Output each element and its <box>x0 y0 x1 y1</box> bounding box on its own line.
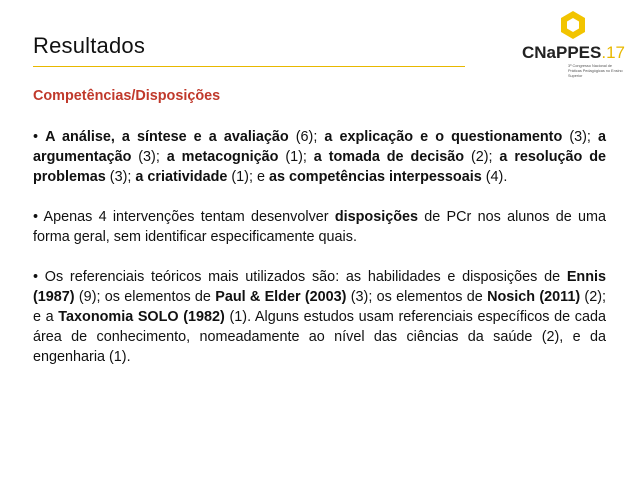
bold-text: Ennis (1987) <box>33 269 606 305</box>
text: • <box>33 129 46 145</box>
bold-text: disposições <box>334 209 419 225</box>
paragraph-references <box>33 267 606 367</box>
bold-text: a argumentação <box>33 129 607 165</box>
text: (3); os elementos de <box>346 289 488 305</box>
text: (1); <box>278 149 314 165</box>
text: (4). <box>481 169 508 185</box>
bold-text: as competências interpessoais <box>268 169 482 185</box>
bold-text: a resolução de problemas <box>33 149 606 185</box>
logo-wordmark <box>522 43 625 63</box>
cnappes-logo <box>522 10 626 90</box>
paragraph-dispositions <box>33 207 606 247</box>
text: • Apenas 4 intervenções tentam desenvolver <box>33 209 335 225</box>
logo-name: CNaPPES <box>522 43 602 62</box>
text: • Os referenciais teóricos mais utilizados são: as habilidades e disposições de <box>33 269 567 285</box>
text: (2); <box>464 149 500 165</box>
text: (3); <box>105 169 136 185</box>
bold-text: Taxonomia SOLO (1982) <box>58 309 225 325</box>
slide-title: Resultados <box>33 33 146 58</box>
slide-content <box>33 86 606 387</box>
hexagon-logo-icon <box>558 10 588 40</box>
text: (9); os elementos de <box>74 289 216 305</box>
text: (3); <box>131 149 167 165</box>
bold-text: Nosich (2011) <box>487 289 581 305</box>
text: (1). Alguns estudos usam referenciais específicos de cada área de conhecimento, nomeadamente ao nível das ciências da saúde (2), e da engenharia (1). <box>33 309 606 365</box>
text: (6); <box>288 129 325 145</box>
section-heading: Competências/Disposições <box>33 88 221 104</box>
text: (2); e a <box>33 289 607 325</box>
text: (1); e <box>227 169 269 185</box>
text: (3); <box>562 129 598 145</box>
bold-text: a criatividade <box>135 169 228 185</box>
bold-text: a metacognição <box>166 149 279 165</box>
logo-subtitle: 3º Congresso Nacional de Práticas Pedagógicas no Ensino Superior <box>568 64 623 78</box>
text: de PCr nos alunos de uma forma geral, sem identificar especificamente quais. <box>33 209 606 245</box>
bold-text: A análise, a síntese e a avaliação <box>45 129 289 145</box>
paragraph-competencies <box>33 127 606 187</box>
title-divider <box>33 66 465 67</box>
logo-edition: .17 <box>601 43 626 62</box>
bold-text: Paul & Elder (2003) <box>215 289 347 305</box>
bold-text: a explicação e o questionamento <box>324 129 563 145</box>
bold-text: a tomada de decisão <box>313 149 465 165</box>
